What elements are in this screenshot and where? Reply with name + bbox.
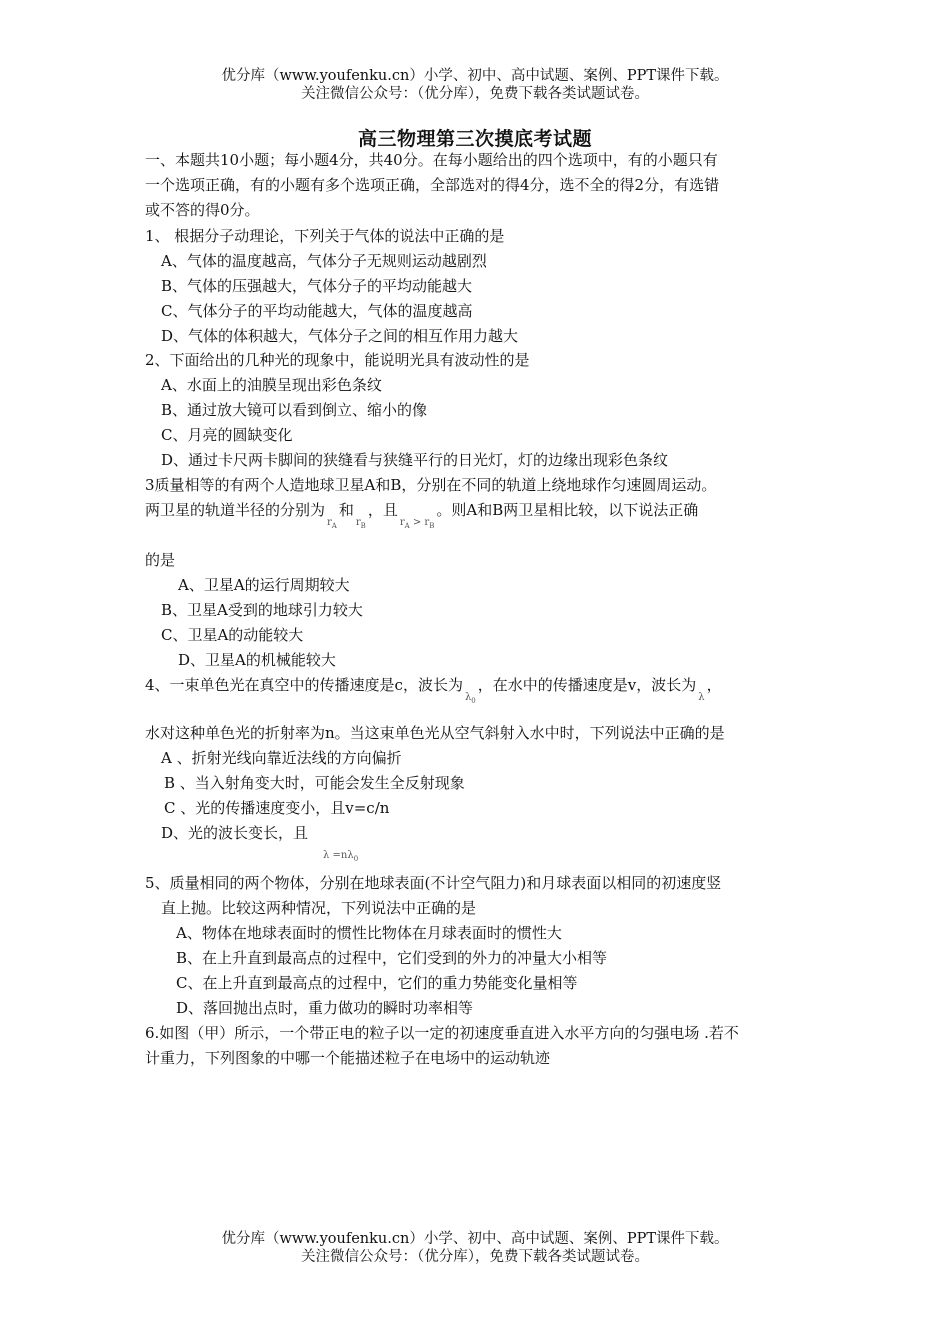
footer-line-1: 优分库（www.youfenku.cn）小学、初中、高中试题、案例、PPT课件下载。 — [221, 1231, 729, 1247]
q4-option-a: A 、折射光线向靠近法线的方向偏折 — [161, 749, 402, 767]
q4-stem-1a: 4、一束单色光在真空中的传播速度是c，波长为 — [145, 676, 463, 694]
q3-and: 和 — [338, 501, 354, 519]
q2-option-d: D、通过卡尺两卡脚间的狭缝看与狭缝平行的日光灯，灯的边缘出现彩色条纹 — [161, 451, 669, 469]
q1-option-a: A、气体的温度越高，气体分子无规则运动越剧烈 — [161, 252, 487, 270]
formula-rB: $r_B$ — [355, 517, 366, 530]
q3-comma: ，且 — [367, 501, 398, 519]
q1-option-c: C、气体分子的平均动能越大，气体的温度越高 — [161, 302, 473, 320]
formula-lambda-eq-n-lambda0: $\lambda =n\lambda_0$ — [323, 850, 359, 863]
q4-stem-1b: ，在水中的传播速度是v，波长为 — [477, 676, 697, 694]
header-line-2: 关注微信公众号：（优分库），免费下载各类试题试卷。 — [301, 86, 649, 102]
page-title: 高三物理第三次摸底考试题 — [357, 128, 592, 150]
q5-option-c: C、在上升直到最高点的过程中，它们的重力势能变化量相等 — [176, 974, 578, 992]
q1-option-b: B、气体的压强越大，气体分子的平均动能越大 — [161, 277, 473, 295]
q3-option-d: D、卫星A的机械能较大 — [178, 651, 336, 669]
q4-stem-1c: ， — [706, 676, 722, 694]
intro-line-2: 一个选项正确，有的小题有多个选项正确，全部选对的得4分，选不全的得2分，有选错 — [145, 176, 720, 194]
q4-option-b: B 、当入射角变大时，可能会发生全反射现象 — [164, 774, 465, 792]
q4-option-c: C 、光的传播速度变小，且v=c/n — [164, 799, 390, 817]
q5-stem-line-1: 5、质量相同的两个物体，分别在地球表面(不计空气阻力)和月球表面以相同的初速度竖 — [145, 874, 722, 892]
q3-stem-2b: 。则A和B两卫星相比较，以下说法正确 — [436, 501, 699, 519]
q3-option-b: B、卫星A受到的地球引力较大 — [161, 601, 363, 619]
header-line-1: 优分库（www.youfenku.cn）小学、初中、高中试题、案例、PPT课件下载。 — [221, 68, 729, 84]
formula-lambda: λ — [698, 692, 705, 703]
formula-rA-gt-rB: $r_A > r_B$ — [399, 517, 435, 530]
q3-stem-line-2 — [145, 500, 698, 536]
q4-option-d-text: D、光的波长变长，且 — [161, 824, 309, 842]
q5-option-b: B、在上升直到最高点的过程中，它们受到的外力的冲量大小相等 — [176, 949, 608, 967]
q2-stem: 2、下面给出的几种光的现象中，能说明光具有波动性的是 — [145, 351, 530, 369]
q1-option-d: D、气体的体积越大，气体分子之间的相互作用力越大 — [161, 327, 519, 345]
intro-line-1: 一、本题共10小题；每小题4分，共40分。在每小题给出的四个选项中，有的小题只有 — [145, 151, 718, 169]
q2-option-a: A、水面上的油膜呈现出彩色条纹 — [161, 376, 382, 394]
footer-line-2: 关注微信公众号：（优分库），免费下载各类试题试卷。 — [301, 1249, 649, 1265]
q3-stem-line-1: 3质量相等的有两个人造地球卫星A和B，分别在不同的轨道上绕地球作匀速圆周运动。 — [145, 476, 717, 494]
q3-stem-line-3: 的是 — [145, 551, 176, 569]
q3-option-a: A、卫星A的运行周期较大 — [178, 576, 350, 594]
intro-line-3: 或不答的得0分。 — [145, 201, 260, 219]
formula-lambda0: $\lambda_0$ — [464, 692, 476, 705]
q6-stem-line-1: 6.如图（甲）所示，一个带正电的粒子以一定的初速度垂直进入水平方向的匀强电场 .若不 — [145, 1024, 739, 1042]
q5-option-a: A、物体在地球表面时的惯性比物体在月球表面时的惯性大 — [176, 924, 562, 942]
q3-option-c: C、卫星A的动能较大 — [161, 626, 304, 644]
q4-stem-line-2: 水对这种单色光的折射率为n。当这束单色光从空气斜射入水中时，下列说法中正确的是 — [145, 724, 725, 742]
q1-stem: 1、 根据分子动理论，下列关于气体的说法中正确的是 — [145, 227, 505, 245]
q6-stem-line-2: 计重力，下列图象的中哪一个能描述粒子在电场中的运动轨迹 — [145, 1049, 551, 1067]
formula-rA: $r_A$ — [327, 517, 337, 530]
q5-stem-line-2: 直上抛。比较这两种情况，下列说法中正确的是 — [161, 899, 477, 917]
q3-stem-2a: 两卫星的轨道半径的分别为 — [145, 501, 326, 519]
q5-option-d: D、落回抛出点时，重力做功的瞬时功率相等 — [176, 999, 474, 1017]
q4-stem-line-1 — [145, 675, 722, 711]
q4-option-d — [161, 823, 360, 869]
q2-option-b: B、通过放大镜可以看到倒立、缩小的像 — [161, 401, 428, 419]
q2-option-c: C、月亮的圆缺变化 — [161, 426, 293, 444]
